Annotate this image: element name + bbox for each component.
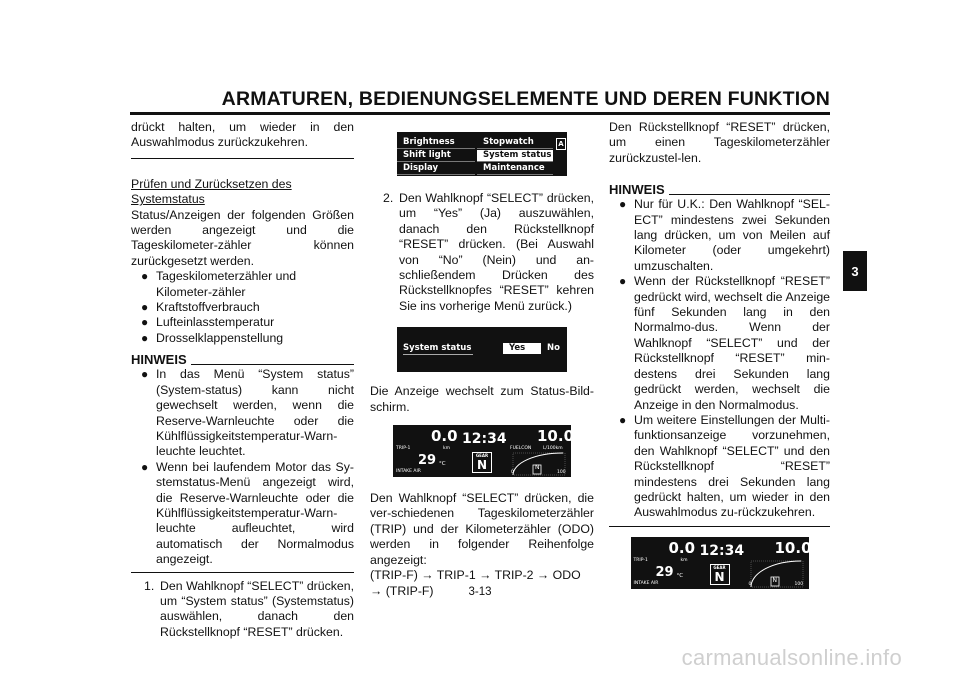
page-number: 3-13 bbox=[468, 586, 492, 598]
trip-label: TRIP-1 bbox=[396, 446, 411, 452]
hinweis-item: ● Wenn der Rückstellknopf “RESET” gedrückt wird, wechselt die Anzeige fünf Sekunden lang in den Normalmo-dus. Wenn der Wahlknopf “SELECT” und der Rückstellknopf “RESET” min-destens drei Sekunden lang gedrückt werden, wechselt die Anzeige in den Normalmodus. bbox=[609, 274, 830, 413]
throttle-max: 100 bbox=[557, 470, 566, 476]
column-1 bbox=[131, 120, 354, 640]
hinweis-list bbox=[609, 197, 830, 521]
menu-item-system-status: System status bbox=[477, 150, 553, 162]
menu-display bbox=[397, 132, 567, 176]
hinweis-heading bbox=[131, 352, 354, 367]
list-item: ● Kraftstoffverbrauch bbox=[131, 300, 354, 315]
column-3 bbox=[609, 120, 830, 589]
gear-value: N bbox=[476, 458, 488, 473]
page-title: ARMATUREN, BEDIENUNGSELEMENTE UND DEREN FUNKTION bbox=[221, 88, 830, 110]
reset-intro-text: Den Rückstellknopf “RESET” drücken, um einen Tageskilometerzähler zurückzustel-len. bbox=[609, 120, 830, 165]
watermark: carmanualsonline.info bbox=[681, 645, 902, 670]
throttle-n: N bbox=[772, 576, 777, 584]
clock-value: 12:34 bbox=[462, 431, 507, 448]
cycle-sequence: (TRIP-F) → TRIP-1 → TRIP-2 → ODO → (TRIP-F) bbox=[370, 568, 581, 598]
fuel-value: 10.0 bbox=[537, 427, 575, 446]
intro-text: drückt halten, um wieder in den Auswahlmodus zurückzukehren. bbox=[131, 120, 354, 150]
temp-unit: °C bbox=[676, 572, 684, 579]
column-2 bbox=[370, 132, 594, 599]
step-number: 2. bbox=[383, 191, 394, 205]
temp-value: 29 bbox=[655, 564, 674, 580]
step-text: Den Wahlknopf “SELECT” drücken, um “Yes” (Ja) auszuwählen, danach den Rückstellknopf “RESET” drücken. (Bei Auswahl von “No” (Nein) und an-schließendem Drücken des Rückstellknopfes “RESET” kehren Sie ins vorherige Menü zurück.) bbox=[399, 191, 594, 313]
cycle-text: Den Wahlknopf “SELECT” drücken, die ver-schiedenen Tageskilometerzähler (TRIP) und der Kilometerzähler (ODO) werden in folgender Reihenfolge angezeigt: bbox=[370, 491, 594, 567]
temp-unit: °C bbox=[439, 461, 446, 468]
trip-value: 0.0 bbox=[431, 427, 458, 446]
list-item: ● Tageskilometerzähler und Kilometer-zähler bbox=[131, 269, 354, 300]
gear-label: GEAR bbox=[475, 453, 489, 459]
hinweis-end-rule bbox=[131, 572, 354, 573]
step-text: Den Wahlknopf “SELECT” drücken, um “System status” (Systemstatus) auswählen, danach den Rückstellknopf “RESET” drücken. bbox=[160, 578, 354, 639]
hinweis-end-rule bbox=[609, 526, 830, 527]
throttle-n: N bbox=[535, 464, 540, 472]
hinweis-title: HINWEIS bbox=[609, 182, 665, 198]
after-confirm-text: Die Anzeige wechselt zum Status-Bild-schirm. bbox=[370, 384, 594, 414]
menu-item-maintenance: Maintenance bbox=[477, 163, 553, 175]
section-subheading: Prüfen und Zurücksetzen des Systemstatus bbox=[131, 176, 292, 207]
clock-value: 12:34 bbox=[699, 542, 745, 559]
confirm-label: System status bbox=[403, 343, 472, 354]
fuel-unit: L/100km bbox=[543, 446, 563, 452]
confirm-no: No bbox=[547, 343, 560, 354]
hinweis-item: ● Nur für U.K.: Den Wahlknopf “SEL-ECT” mindestens zwei Sekunden lang drücken, um von Meilen auf Kilometer (oder umgekehrt) umzuschalten. bbox=[609, 197, 830, 274]
step-2 bbox=[370, 191, 594, 314]
menu-item-brightness: Brightness bbox=[397, 137, 475, 149]
hinweis-item: ● Um weitere Einstellungen der Multi-funktionsanzeige vorzunehmen, den Wahlknopf “SELECT” und den Rückstellknopf “RESET” mindestens drei Sekunden lang gedrückt halten, um wieder in den Auswahlmodus zu-rückzukehren. bbox=[609, 413, 830, 521]
gear-indicator bbox=[710, 564, 730, 585]
intake-label: INTAKE AIR bbox=[396, 469, 421, 475]
menu-item-display: Display bbox=[397, 163, 475, 175]
intake-label: INTAKE AIR bbox=[633, 580, 659, 586]
confirm-display bbox=[397, 327, 567, 372]
status-list bbox=[131, 269, 354, 346]
gear-label: GEAR bbox=[713, 564, 726, 570]
trip-label: TRIP-1 bbox=[633, 557, 648, 563]
menu-item-shift-light: Shift light bbox=[397, 150, 475, 162]
hinweis-list bbox=[131, 367, 354, 567]
trip-unit: km bbox=[680, 557, 688, 563]
step-number: 1. bbox=[144, 578, 155, 593]
chapter-tab: 3 bbox=[843, 251, 867, 291]
fuel-value: 10.0 bbox=[774, 538, 812, 557]
status-display bbox=[393, 425, 575, 477]
throttle-max: 100 bbox=[794, 581, 804, 587]
hinweis-item: ● Wenn bei laufendem Motor das Sy-stemstatus-Menü angezeigt wird, die Reserve-Warnleuchte oder die Kühlflüssigkeitstemperatur-Warn-leuchte aufleuchtet, wird automatisch der Normalmodus angezeigt. bbox=[131, 460, 354, 568]
hinweis-title: HINWEIS bbox=[131, 352, 187, 368]
hinweis-item: ● In das Menü “System status” (System-status) kann nicht gewechselt werden, wenn die Reserve-Warnleuchte oder die Kühlflüssigkeitstemperatur-Warn-leuchte leuchtet. bbox=[131, 367, 354, 459]
section-paragraph: Status/Anzeigen der folgenden Größen werden angezeigt und die Tageskilometer-zähler können zurückgesetzt werden. bbox=[131, 207, 354, 268]
status-display bbox=[631, 537, 812, 589]
temp-value: 29 bbox=[418, 453, 437, 469]
list-item: ● Lufteinlasstemperatur bbox=[131, 315, 354, 330]
menu-item-stopwatch: Stopwatch bbox=[477, 137, 553, 149]
gear-indicator bbox=[472, 452, 492, 473]
menu-a-badge: A bbox=[556, 138, 566, 150]
fuel-label: FUELCON bbox=[510, 446, 532, 452]
trip-unit: km bbox=[443, 446, 450, 452]
gear-value: N bbox=[714, 569, 725, 584]
list-item: ● Drosselklappenstellung bbox=[131, 331, 354, 346]
section-rule bbox=[131, 158, 354, 159]
throttle-zero: 0 bbox=[511, 470, 514, 476]
throttle-zero: 0 bbox=[748, 581, 752, 587]
hinweis-heading bbox=[609, 182, 830, 197]
title-rule bbox=[130, 112, 830, 115]
confirm-yes: Yes bbox=[503, 343, 541, 354]
trip-value: 0.0 bbox=[668, 538, 696, 557]
